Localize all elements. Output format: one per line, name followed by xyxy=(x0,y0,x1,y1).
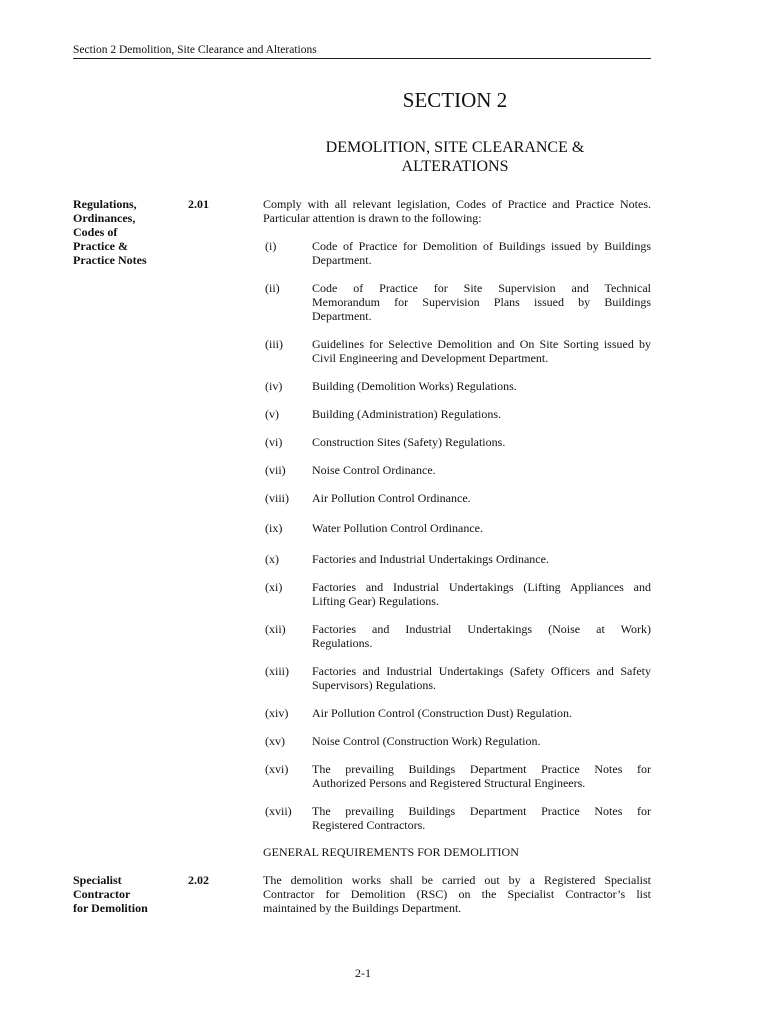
list-item-text xyxy=(312,804,651,832)
section-heading: GENERAL REQUIREMENTS FOR DEMOLITION xyxy=(263,845,519,859)
clause-paragraph xyxy=(263,873,651,915)
side-heading-line: Practice & xyxy=(73,239,128,253)
paragraph-line: Contractor for Demolition (RSC) on the Specialist Contractor’s list xyxy=(263,887,651,901)
list-item-text xyxy=(312,580,651,608)
side-heading-line: Regulations, xyxy=(73,197,137,211)
list-item-line: The prevailing Buildings Department Practice Notes for xyxy=(312,762,651,776)
side-heading-line: Specialist xyxy=(73,873,122,887)
list-item-line: Guidelines for Selective Demolition and On Site Sorting issued by xyxy=(312,337,651,351)
list-item-text xyxy=(312,239,651,267)
list-item-text: Air Pollution Control Ordinance. xyxy=(312,491,471,505)
side-heading-line: Codes of xyxy=(73,225,118,239)
clause-intro xyxy=(263,197,651,225)
section-title: SECTION 2 xyxy=(402,88,508,112)
clause-number: 2.02 xyxy=(188,873,209,887)
list-item-line: Memorandum for Supervision Plans issued by Buildings xyxy=(312,295,651,309)
list-item-text xyxy=(312,762,651,790)
list-item-number: (xii) xyxy=(265,622,286,636)
list-item-line: Authorized Persons and Registered Structural Engineers. xyxy=(312,776,586,790)
list-item-number: (iv) xyxy=(265,379,283,393)
list-item-text: Factories and Industrial Undertakings Ordinance. xyxy=(312,552,549,566)
list-item-line: Regulations. xyxy=(312,636,373,650)
clause-side-heading xyxy=(73,197,173,267)
list-item-number: (xvi) xyxy=(265,762,289,776)
paragraph-line: maintained by the Buildings Department. xyxy=(263,901,462,915)
list-item-text: Construction Sites (Safety) Regulations. xyxy=(312,435,506,449)
list-item-text xyxy=(312,281,651,323)
list-item-text: Air Pollution Control (Construction Dust) Regulation. xyxy=(312,706,572,720)
side-heading-line: Practice Notes xyxy=(73,253,147,267)
list-item-line: Department. xyxy=(312,253,372,267)
clause-side-heading xyxy=(73,873,173,915)
list-item-line: Code of Practice for Demolition of Buildings issued by Buildings xyxy=(312,239,651,253)
list-item-number: (vii) xyxy=(265,463,286,477)
side-heading-line: Contractor xyxy=(73,887,131,901)
list-item-line: Factories and Industrial Undertakings (Lifting Appliances and xyxy=(312,580,651,594)
list-item-line: Lifting Gear) Regulations. xyxy=(312,594,439,608)
list-item-text: Noise Control Ordinance. xyxy=(312,463,436,477)
list-item-number: (xv) xyxy=(265,734,285,748)
clause-number: 2.01 xyxy=(188,197,209,211)
list-item-line: Civil Engineering and Development Department. xyxy=(312,351,549,365)
list-item-line: Factories and Industrial Undertakings (Noise at Work) xyxy=(312,622,651,636)
paragraph-line: Comply with all relevant legislation, Codes of Practice and Practice Notes. xyxy=(263,197,651,211)
paragraph-line: The demolition works shall be carried out by a Registered Specialist xyxy=(263,873,651,887)
page-number: 2-1 xyxy=(355,966,371,980)
list-item-number: (viii) xyxy=(265,491,289,505)
list-item-text xyxy=(312,337,651,365)
section-subtitle-line: ALTERATIONS xyxy=(401,158,509,175)
list-item-line: Department. xyxy=(312,309,372,323)
list-item-number: (x) xyxy=(265,552,279,566)
list-item-line: The prevailing Buildings Department Practice Notes for xyxy=(312,804,651,818)
list-item-number: (xvii) xyxy=(265,804,292,818)
list-item-text: Building (Demolition Works) Regulations. xyxy=(312,379,517,393)
list-item-number: (vi) xyxy=(265,435,283,449)
paragraph-line: Particular attention is drawn to the following: xyxy=(263,211,482,225)
list-item-number: (xi) xyxy=(265,580,283,594)
list-item-text: Noise Control (Construction Work) Regulation. xyxy=(312,734,541,748)
list-item-line: Factories and Industrial Undertakings (Safety Officers and Safety xyxy=(312,664,651,678)
section-subtitle-line: DEMOLITION, SITE CLEARANCE & xyxy=(325,139,585,156)
list-item-text xyxy=(312,622,651,650)
list-item-number: (v) xyxy=(265,407,279,421)
list-item-text xyxy=(312,664,651,692)
list-item-number: (i) xyxy=(265,239,277,253)
list-item-line: Code of Practice for Site Supervision and Technical xyxy=(312,281,651,295)
side-heading-line: for Demolition xyxy=(73,901,148,915)
list-item-text: Building (Administration) Regulations. xyxy=(312,407,501,421)
list-item-text: Water Pollution Control Ordinance. xyxy=(312,521,483,535)
list-item-number: (ii) xyxy=(265,281,280,295)
list-item-line: Registered Contractors. xyxy=(312,818,426,832)
section-subtitle xyxy=(0,138,768,176)
list-item-line: Supervisors) Regulations. xyxy=(312,678,436,692)
list-item-number: (ix) xyxy=(265,521,283,535)
running-header: Section 2 Demolition, Site Clearance and Alterations xyxy=(73,43,651,59)
list-item-number: (xiii) xyxy=(265,664,289,678)
side-heading-line: Ordinances, xyxy=(73,211,136,225)
list-item-number: (iii) xyxy=(265,337,283,351)
list-item-number: (xiv) xyxy=(265,706,289,720)
